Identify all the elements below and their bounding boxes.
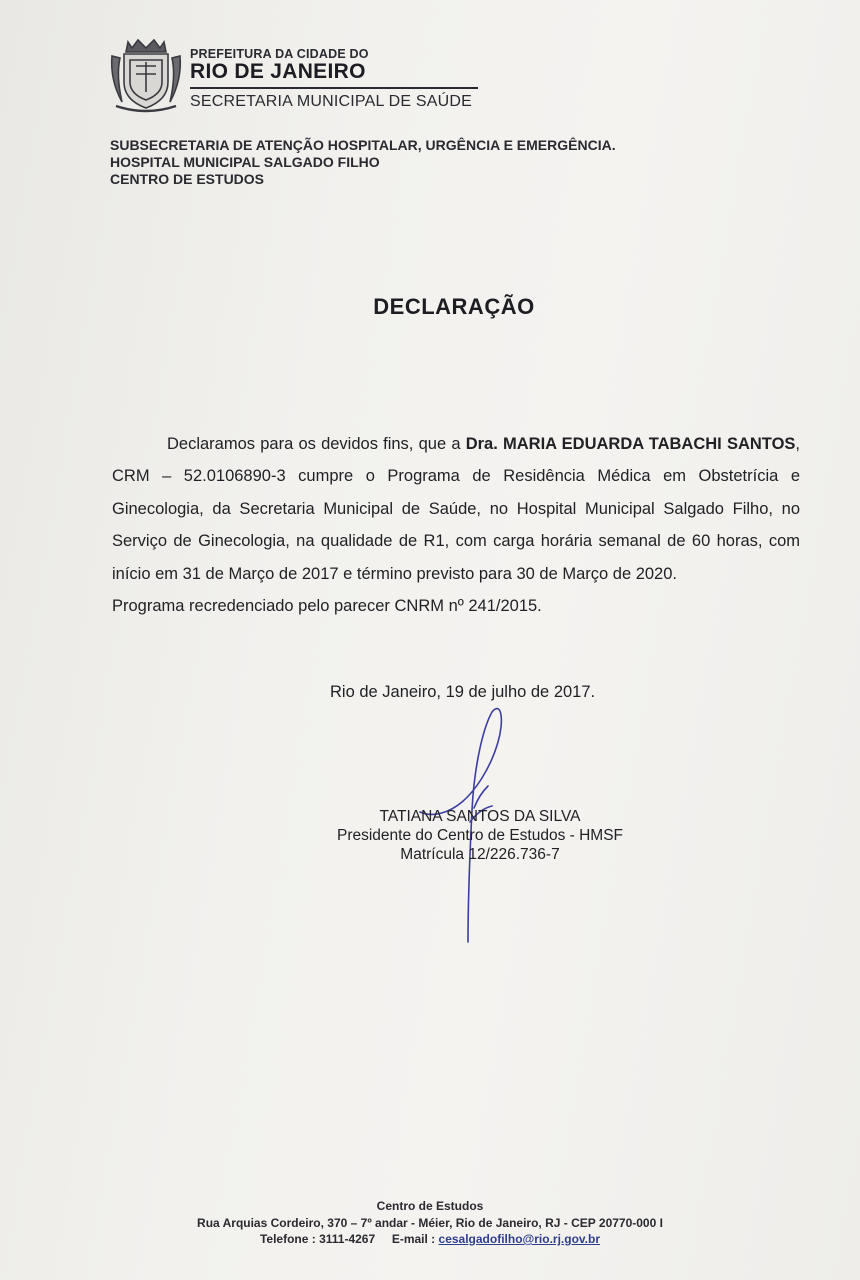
- hospital-line: HOSPITAL MUNICIPAL SALGADO FILHO: [110, 154, 380, 170]
- footer-department: Centro de Estudos: [376, 1199, 484, 1213]
- declaration-intro: Declaramos para os devidos fins, que a: [167, 435, 466, 453]
- footer-phone: Telefone : 3111-4267: [259, 1232, 376, 1246]
- secretaria-line: SECRETARIA MUNICIPAL DE SAÚDE: [190, 93, 473, 110]
- footer-contact: [0, 1231, 860, 1248]
- subsecretaria-line: SUBSECRETARIA DE ATENÇÃO HOSPITALAR, URGÊNCIA E EMERGÊNCIA.: [110, 137, 616, 153]
- footer-email-label: E-mail :: [391, 1232, 436, 1246]
- declaration-body: [112, 428, 800, 622]
- footer-email-link[interactable]: cesalgadofilho@rio.rj.gov.br: [438, 1232, 601, 1246]
- centro-line: CENTRO DE ESTUDOS: [110, 171, 265, 187]
- declaration-paragraph: [112, 428, 800, 590]
- institution-block: [110, 137, 616, 188]
- coat-of-arms-icon: [108, 36, 184, 114]
- declaration-text: , CRM – 52.0106890-3 cumpre o Programa de Residência Médica em Obstetrícia e Ginecologia, da Secretaria Municipal de Saúde, no Hospital Municipal Salgado Filho, no Serviço de Ginecologia, na qualidade de R1, com carga horária semanal de 60 horas, com início em 31 de Março de 2017 e término previsto para 30 de Março de 2020.: [112, 435, 801, 583]
- declared-person: Dra. MARIA EDUARDA TABACHI SANTOS: [465, 435, 796, 453]
- footer-address: Rua Arquias Cordeiro, 370 – 7º andar - Méier, Rio de Janeiro, RJ - CEP 20770-000 I: [197, 1215, 663, 1230]
- signatory-name: TATIANA SANTOS DA SILVA: [379, 808, 581, 825]
- city-name: RIO DE JANEIRO: [190, 60, 366, 83]
- letterhead-divider: [190, 87, 478, 89]
- document-title: DECLARAÇÃO: [373, 294, 535, 319]
- footer: [0, 1198, 860, 1248]
- place-date: Rio de Janeiro, 19 de julho de 2017.: [330, 683, 596, 701]
- prefeitura-line: PREFEITURA DA CIDADE DO: [190, 47, 369, 61]
- program-note: Programa recredenciado pelo parecer CNRM nº 241/2015.: [112, 597, 542, 616]
- signatory-role: Presidente do Centro de Estudos - HMSF: [336, 827, 624, 844]
- signatory-registration: Matrícula 12/226.736-7: [400, 846, 560, 863]
- signatory-block: [310, 807, 650, 864]
- letterhead: [108, 36, 528, 116]
- letterhead-text: [190, 47, 478, 111]
